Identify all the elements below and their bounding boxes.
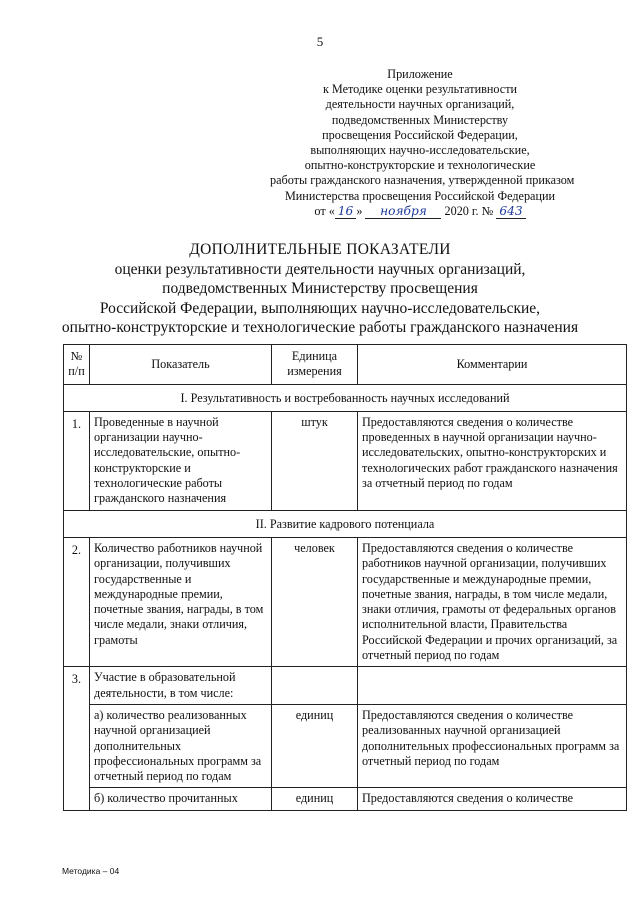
date-mid: »: [356, 203, 363, 218]
handwritten-day: 16: [335, 205, 357, 219]
appendix-line: подведомственных Министерству: [331, 112, 509, 127]
appendix-line: Министерства просвещения Российской Федерации: [284, 188, 556, 203]
handwritten-order-number: 643: [496, 205, 525, 219]
title-subline: подведомственных Министерству просвещения: [162, 280, 478, 297]
row-indicator: б) количество прочитанных: [90, 788, 272, 810]
row-indicator: Проведенные в научной организации научно-исследовательские, опытно-конструкторские и технологические работы гражданского назначения: [90, 411, 272, 510]
document-title: [0, 240, 640, 338]
appendix-line: просвещения Российской Федерации,: [322, 127, 518, 142]
appendix-line: Приложение: [387, 67, 453, 81]
header-unit: Единица измерения: [272, 345, 358, 385]
footer-label: Методика – 04: [62, 866, 120, 876]
row-comment: Предоставляются сведения о количестве работников научной организации, получивших государственные и международные премии, почетные звания, награды, в том числе медали, знаки отличия, грамоты от федеральных органов исполнительной власти, Правительства Российской Федерации и прочих организаций, за отчетный период по годам: [358, 537, 627, 666]
section-row: [64, 510, 627, 537]
row-indicator: Количество работников научной организации, получивших государственные и международные премии, почетные звания, награды, в том числе медали, знаки отличия, грамоты: [90, 537, 272, 666]
row-comment: Предоставляются сведения о количестве проведенных в научной организации научно-исследовательских, опытно-конструкторских и технологических работ гражданского назначения за отчетный период по годам: [358, 411, 627, 510]
row-comment: [358, 667, 627, 705]
row-unit: штук: [272, 411, 358, 510]
row-comment: Предоставляются сведения о количестве: [358, 788, 627, 810]
table-row: [64, 537, 627, 666]
table-subrow: [64, 704, 627, 787]
page-number: 5: [316, 34, 324, 49]
title-subline: Российской Федерации, выполняющих научно-исследовательские,: [99, 299, 541, 317]
date-prefix: от «: [314, 203, 335, 218]
table-header-row: [64, 345, 627, 385]
row-unit: единиц: [272, 788, 358, 810]
appendix-line: к Методике оценки результативности: [322, 82, 518, 97]
section-title: I. Результативность и востребованность научных исследований: [64, 384, 627, 411]
row-num: 3.: [64, 667, 90, 810]
date-year: 2020 г. №: [444, 203, 494, 218]
appendix-line: выполняющих научно-исследовательские,: [310, 143, 530, 158]
row-indicator: а) количество реализованных научной организацией дополнительных профессиональных программ за отчетный период по годам: [90, 704, 272, 787]
header-comment: Комментарии: [358, 345, 627, 385]
title-heading: ДОПОЛНИТЕЛЬНЫЕ ПОКАЗАТЕЛИ: [189, 241, 451, 258]
header-num: № п/п: [64, 345, 90, 385]
table-subrow: [64, 788, 627, 810]
row-comment: Предоставляются сведения о количестве реализованных научной организацией дополнительных профессиональных программ за отчетный период по годам: [358, 704, 627, 787]
row-unit: [272, 667, 358, 705]
table-row: [64, 411, 627, 510]
appendix-line: работы гражданского назначения, утвержденной приказом: [270, 173, 575, 188]
row-num: 1.: [64, 411, 90, 510]
appendix-line: деятельности научных организаций,: [325, 97, 515, 112]
section-title: II. Развитие кадрового потенциала: [64, 510, 627, 537]
title-subline: опытно-конструкторские и технологические работы гражданского назначения: [61, 319, 579, 336]
header-indicator: Показатель: [90, 345, 272, 385]
section-row: [64, 384, 627, 411]
row-unit: человек: [272, 537, 358, 666]
appendix-line: опытно-конструкторские и технологические: [304, 158, 536, 173]
row-unit: единиц: [272, 704, 358, 787]
row-indicator: Участие в образовательной деятельности, в том числе:: [90, 667, 272, 705]
indicators-table: [63, 344, 627, 811]
appendix-block: [270, 67, 575, 219]
order-date-line: [270, 204, 570, 219]
table-row: [64, 667, 627, 705]
row-num: 2.: [64, 537, 90, 666]
title-subline: оценки результативности деятельности научных организаций,: [114, 260, 526, 278]
handwritten-month: ноября: [365, 205, 441, 219]
